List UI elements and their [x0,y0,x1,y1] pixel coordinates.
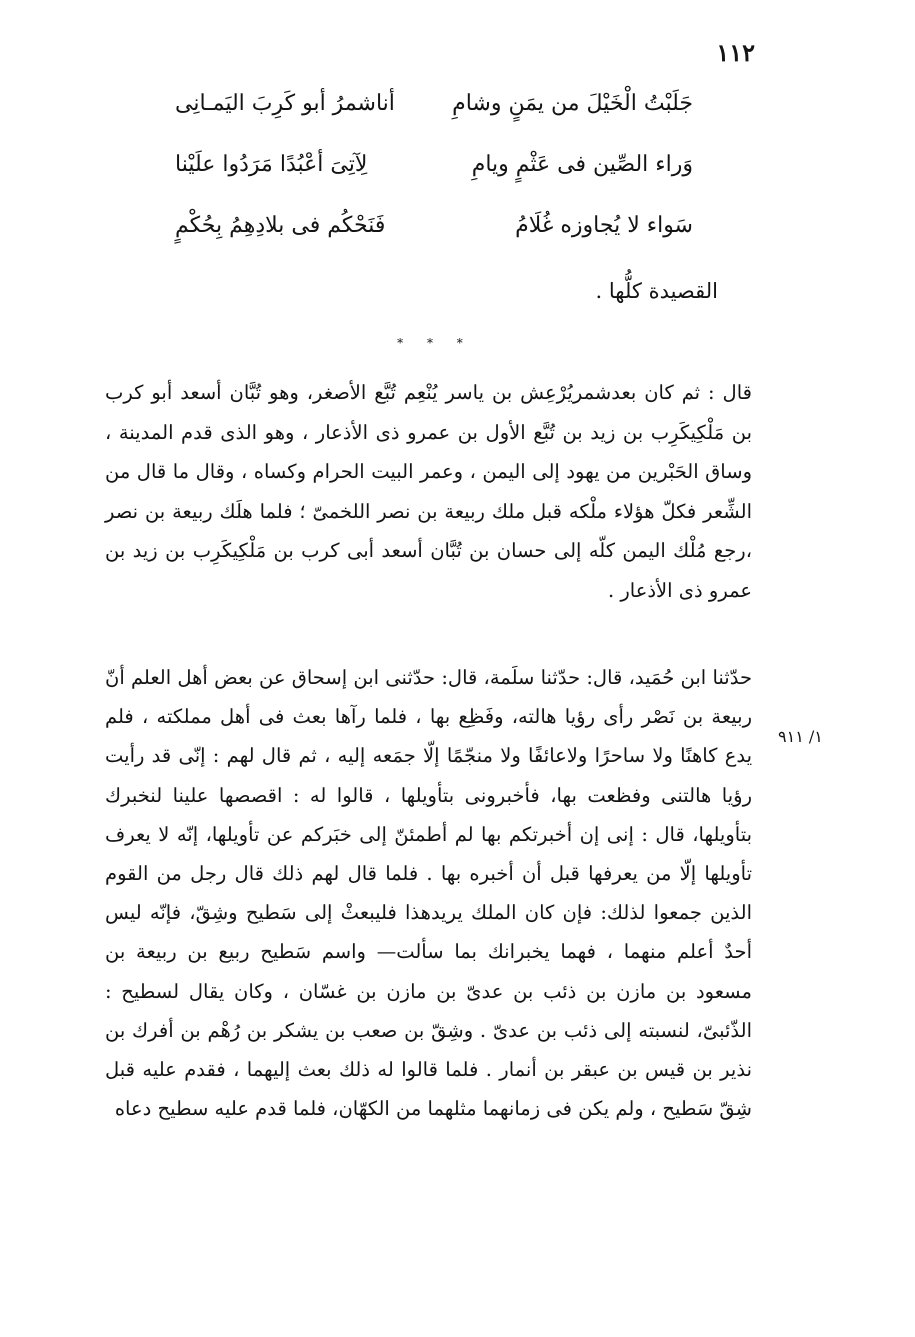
verse-second-hemistich: فَنَحْكُم فى بلادِهِمُ بِحُكْمٍ [175,212,386,238]
verse-first-hemistich: جَلَبْتُ الْخَيْلَ من يمَنٍ وشامِ [452,90,693,116]
paragraph-rabia-dream: حدّثنا ابن حُمَيد، قال: حدّثنا سلَمة، قال: حدّثنى ابن إسحاق عن بعض أهل العلم أنّ ربيعة بن نَصْر رأى رؤيا هالته، وفَظِع بها ، فلما رآها بعث فى أهل مملكته ، فلم يدع كاهنًا ولا ساحرًا ولاعائفًا ولا منجّمًا إلّا جمَعه إليه ، ثم قال لهم : إنّى قد رأيت رؤيا هالتنى وفظعت بها، فأخبرونى بتأويلها ، قالوا له : اقصصها علينا لنخبرك بتأويلها، قال : إنى إن أخبرتكم بها لم أطمئنّ إلى خبَركم عن تأويلها، إنّه لا يعرف تأويلها إلّا من يعرفها قبل أن أخبره بها . فلما قال لهم ذلك قال رجل من القوم الذين جمعوا لذلك: فإن كان الملك يريدهذا فليبعثْ إلى سَطيح وشِقّ، فإنّه ليس أحدٌ أعلم منهما ، فهما يخبرانك بما سألت— واسم سَطيح ربيع بن ربيعة بن مسعود بن مازن بن ذئب بن عدىّ بن مازن بن غسّان ، وكان يقال لسطيح : الذّئبىّ، لنسبته إلى ذئب بن عدىّ . وشِقّ بن صعب بن يشكر بن رُهْم بن أفرك بن نذير بن قيس بن عبقر بن أنمار . فلما قالوا له ذلك بعث إليهما ، فقدم عليه قبل شِقّ سَطيح ، ولم يكن فى زمانهما مثلهما من الكهّان، فلما قدم عليه سطيح دعاه [105,666,753,1121]
poem-verse [175,143,693,185]
poem-verse [175,82,693,124]
verse-second-hemistich: أناشمرُ أبو كَرِبَ اليَمـانِى [175,90,395,116]
verse-first-hemistich: سَواء لا يُجاوزه غُلَامُ [515,212,693,238]
paragraph-kings-lineage: قال : ثم كان بعدشمريُرْعِش بن ياسر يُنْعِم تُبَّع الأصغر، وهو تُبَّان أسعد أبو كرب بن مَلْكِيكَرِب بن زيد بن تُبَّع الأول بن عمرو ذى الأذعار ، وهو الذى قدم المدينة ، وساق الحَبْرين من يهود إلى اليمن ، وعمر البيت الحرام وكساه ، وقال ما قال من الشِّعر فكلّ هؤلاء ملْكه قبل ملك ربيعة بن نصر اللخمىّ ؛ فلما هلَك ربيعة بن نصر ،رجع مُلْك اليمن كلّه إلى حسان بن تُبَّان أسعد أبى كرب بن مَلْكِيكَرِب بن زيد بن عمرو ذى الأذعار . [105,381,752,602]
section-separator: * * * [397,336,473,350]
margin-reference: ١/ ٩١١ [778,727,823,746]
verse-second-hemistich: لِآتِىَ أعْبُدًا مَرَدُوا علَيْنا [175,151,368,177]
poem-closing-note: القصيدة كلُّها . [595,279,718,303]
verse-first-hemistich: وَراء الصِّين فى عَثْمٍ ويامِ [471,151,693,177]
page-number: ١١٢ [716,38,755,67]
poem-verse [175,204,693,246]
